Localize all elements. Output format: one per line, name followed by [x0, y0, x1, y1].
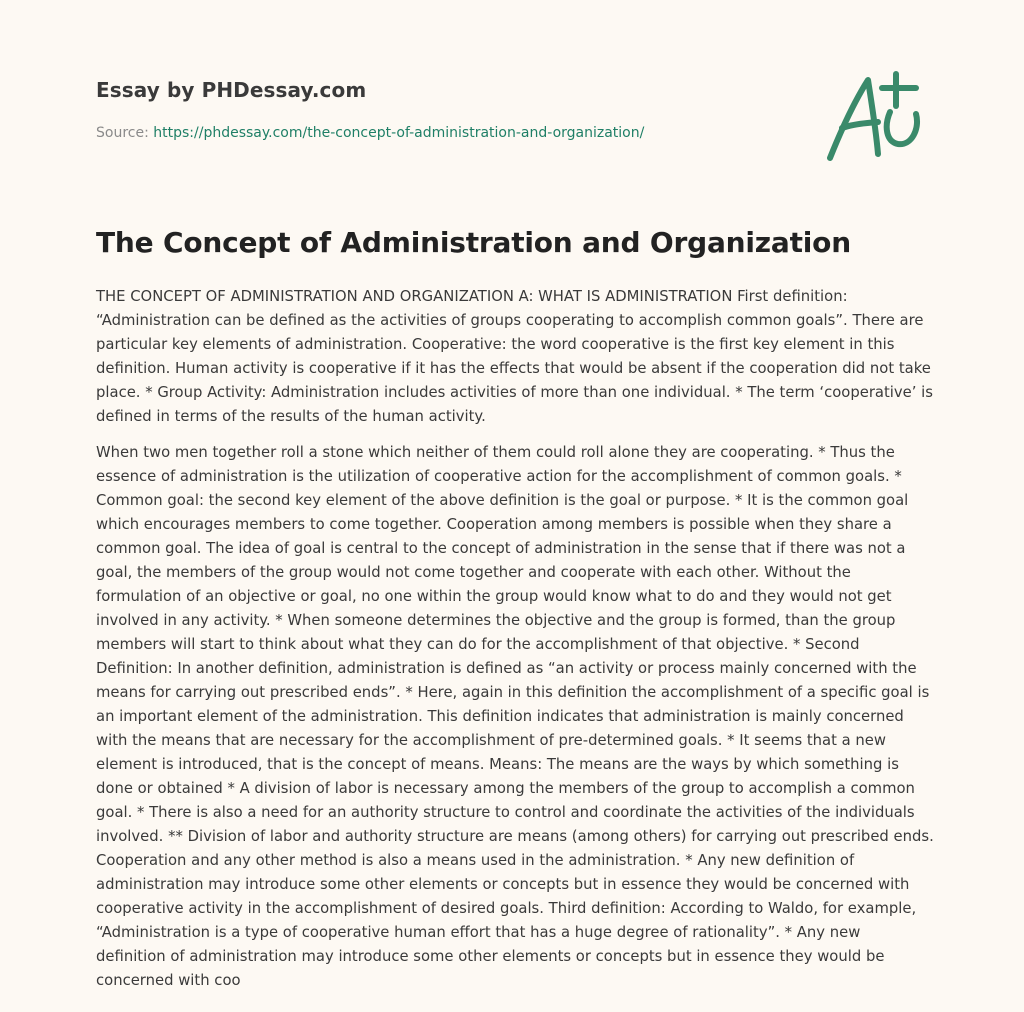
source-line — [96, 125, 644, 141]
essay-paragraph: THE CONCEPT OF ADMINISTRATION AND ORGANIZATION A: WHAT IS ADMINISTRATION First definition: “Administration can be defined as the activities of groups cooperating to accomplish common goals”. There are particular key elements of administration. Cooperative: the word cooperative is the first key element in this definition. Human activity is cooperative if it has the effects that would be absent if the cooperation did not take place. * Group Activity: Administration includes activities of more than one individual. * The term ‘cooperative’ is defined in terms of the results of the human activity. — [96, 288, 933, 425]
essay-paragraph: When two men together roll a stone which neither of them could roll alone they are cooperating. * Thus the essence of administration is the utilization of cooperative action for the accomplishment of common goals. * Common goal: the second key element of the above definition is the goal or purpose. * It is the common goal which encourages members to come together. Cooperation among members is possible when they share a common goal. The idea of goal is central to the concept of administration in the sense that if there was not a goal, the members of the group would not come together and cooperate with each other. Without the formulation of an objective or goal, no one within the group would know what to do and they would not get involved in any activity. * When someone determines the objective and the group is formed, than the group members will start to think about what they can do for the accomplishment of that objective. * Second Definition: In another definition, administration is defined as “an activity or process mainly concerned with the means for carrying out prescribed ends”. * Here, again in this definition the accomplishment of a specific goal is an important element of the administration. This definition indicates that administration is mainly concerned with the means that are necessary for the accomplishment of pre-determined goals. * It seems that a new element is introduced, that is the concept of means. Means: The means are the ways by which something is done or obtained * A division of labor is necessary among the members of the group to accomplish a common goal. * There is also a need for an authority structure to control and coordinate the activities of the individuals involved. ** Division of labor and authority structure are means (among others) for carrying out prescribed ends. Cooperation and any other method is also a means used in the administration. * Any new definition of administration may introduce some other elements or concepts but in essence they would be concerned with cooperative activity in the accomplishment of desired goals. Third definition: According to Waldo, for example, “Administration is a type of cooperative human effort that has a huge degree of rationality”. * Any new definition of administration may introduce some other elements or concepts but in essence they would be concerned with coo — [96, 444, 934, 989]
source-label: Source: — [96, 125, 149, 141]
source-link[interactable]: https://phdessay.com/the-concept-of-administration-and-organization/ — [153, 125, 645, 141]
page-title: The Concept of Administration and Organization — [96, 226, 851, 259]
essay-body — [96, 285, 934, 1005]
site-brand: Essay by PHDessay.com — [96, 78, 367, 102]
a-plus-grade-icon — [820, 66, 930, 166]
